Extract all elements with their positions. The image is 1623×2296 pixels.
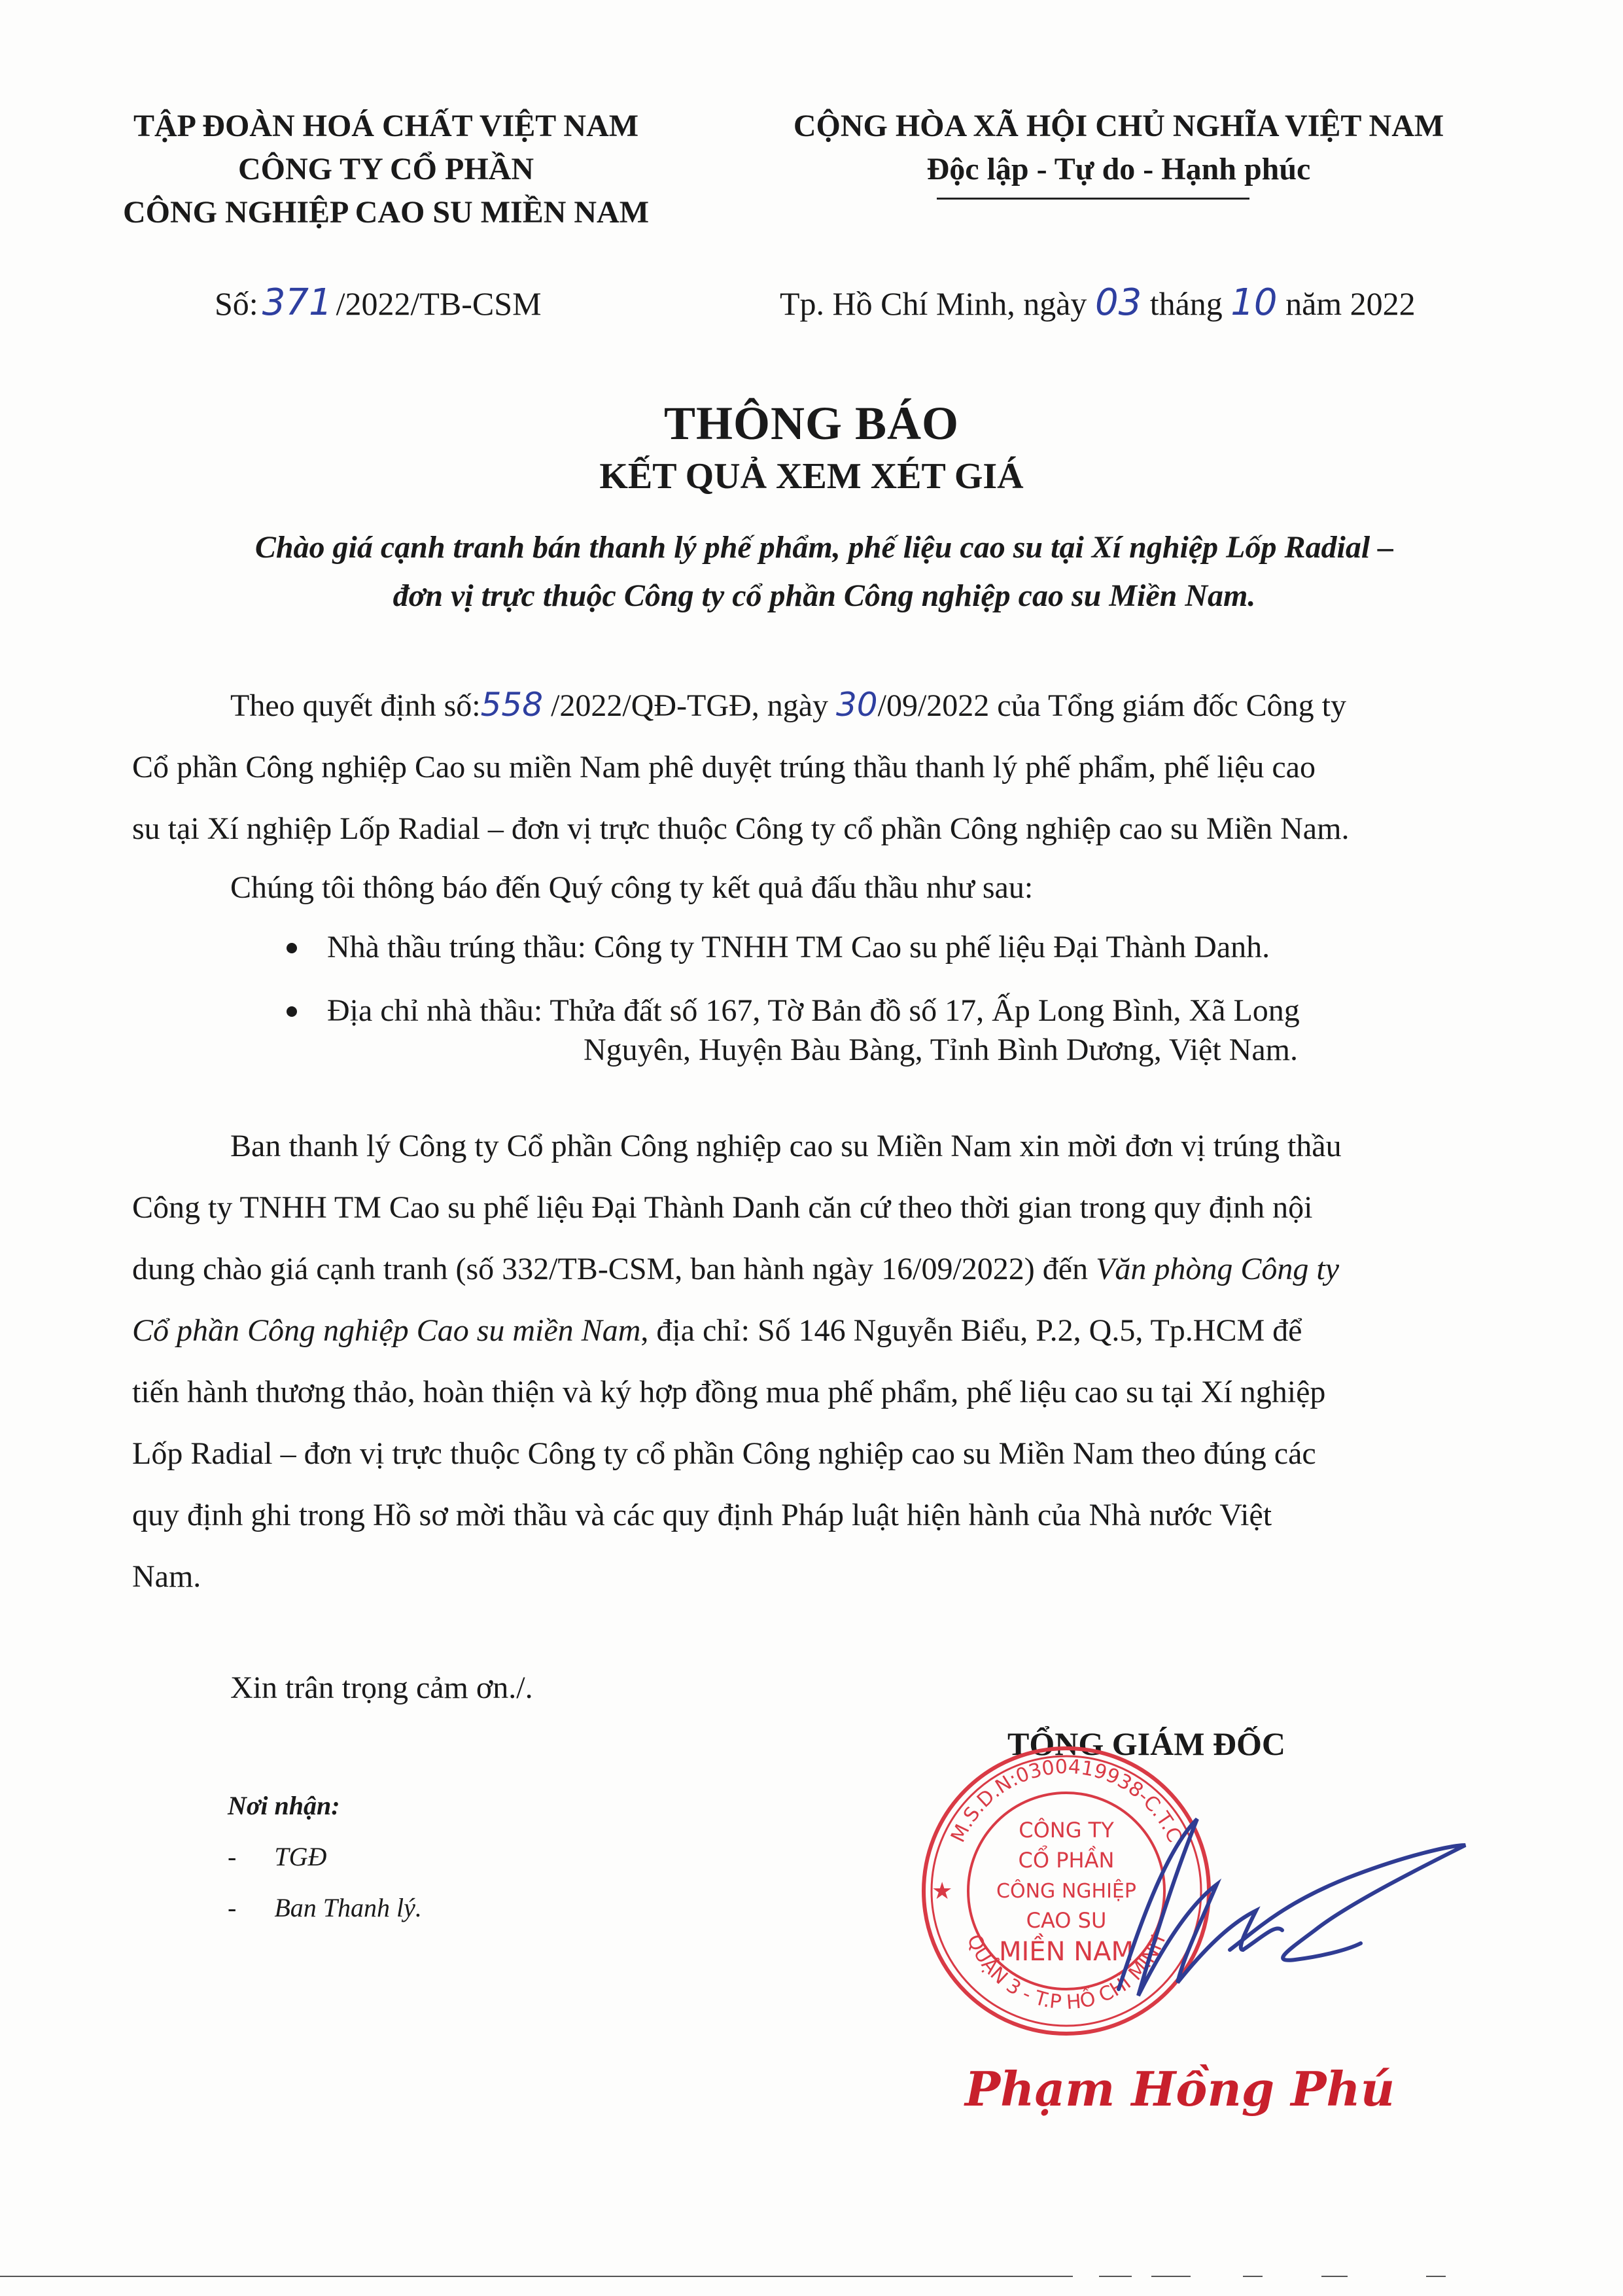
- invitation-office-name: Văn phòng Công ty: [1096, 1252, 1340, 1286]
- signature-flourish: [1230, 1845, 1465, 1960]
- footer-rule: [1321, 2276, 1348, 2277]
- stamp-center-line: CỔ PHẦN: [1018, 1848, 1115, 1873]
- org-parent-name: TẬP ĐOÀN HOÁ CHẤT VIỆT NAM: [133, 109, 639, 143]
- recipient-item: [228, 1837, 422, 1877]
- subject-line-1: Chào giá cạnh tranh bán thanh lý phế phẩm, phế liệu cao su tại Xí nghiệp Lốp Radial –: [254, 530, 1394, 565]
- subject-line-2: đơn vị trực thuộc Công ty cổ phần Công nghiệp cao su Miền Nam.: [393, 578, 1256, 613]
- invitation-company-name: Cổ phần Công nghiệp Cao su miền Nam: [132, 1313, 641, 1348]
- paragraph-invitation: [132, 1116, 1499, 1608]
- org-company-name: CÔNG NGHIỆP CAO SU MIỀN NAM: [122, 195, 650, 230]
- recipients-label: Nơi nhận:: [228, 1791, 340, 1820]
- bullet-address-cont: Nguyên, Huyện Bàu Bàng, Tỉnh Bình Dương, Việt Nam.: [584, 1033, 1298, 1067]
- document-title: THÔNG BÁO: [663, 397, 960, 450]
- bullet-icon: [287, 1006, 297, 1017]
- paragraph-decision: [132, 674, 1499, 860]
- date-month-handwritten: 10: [1230, 281, 1278, 324]
- invitation-address: , địa chỉ: Số 146 Nguyễn Biểu, P.2, Q.5, Tp.HCM để: [640, 1313, 1302, 1348]
- recipients: [228, 1786, 422, 1928]
- invitation-line-4: [132, 1300, 1499, 1362]
- footer-rule: [1426, 2276, 1446, 2277]
- decision-line-3: su tại Xí nghiệp Lốp Radial – đơn vị trực thuộc Công ty cổ phần Công nghiệp cao su Miền Nam.: [132, 811, 1350, 846]
- ref-suffix: /2022/TB-CSM: [336, 285, 542, 322]
- subject: [157, 523, 1492, 620]
- date-day-handwritten: 03: [1094, 281, 1142, 324]
- ref-prefix: Số:: [215, 285, 258, 322]
- footer-rule: [1151, 2276, 1191, 2277]
- stamp-center-line: CÔNG TY: [1019, 1818, 1114, 1843]
- footer-rule: [1243, 2276, 1263, 2277]
- footer-rule: [0, 2276, 1073, 2277]
- date-prefix: Tp. Hồ Chí Minh, ngày: [780, 285, 1087, 322]
- invitation-line-1: Ban thanh lý Công ty Cổ phần Công nghiệp cao su Miền Nam xin mời đơn vị trúng thầu: [230, 1129, 1342, 1163]
- recipient-dash: -: [228, 1842, 237, 1871]
- date-year-label: năm 2022: [1285, 285, 1416, 322]
- national-header-right: [739, 105, 1498, 191]
- stamp-center-line: MIỀN NAM: [998, 1937, 1134, 1967]
- stamp-center-line: CAO SU: [1026, 1908, 1107, 1933]
- ref-number: [215, 283, 542, 324]
- invitation-line-7: quy định ghi trong Hồ sơ mời thầu và các quy định Pháp luật hiện hành của Nhà nước Việt: [132, 1498, 1272, 1532]
- document-subtitle: KẾT QUẢ XEM XÉT GIÁ: [599, 456, 1024, 497]
- decision-mid: /2022/QĐ-TGĐ, ngày: [551, 688, 828, 723]
- org-header-left: [98, 105, 674, 234]
- invitation-line-5: tiến hành thương thảo, hoàn thiện và ký hợp đồng mua phế phẩm, phế liệu cao su tại Xí nghiệp: [132, 1375, 1326, 1409]
- issue-date: [780, 283, 1416, 324]
- ref-number-handwritten: 371: [262, 281, 332, 324]
- bullet-address: Địa chỉ nhà thầu: Thửa đất số 167, Tờ Bản đồ số 17, Ấp Long Bình, Xã Long: [327, 993, 1300, 1028]
- org-company-type: CÔNG TY CỔ PHẦN: [237, 152, 534, 186]
- invitation-line-6: Lốp Radial – đơn vị trực thuộc Công ty cổ phần Công nghiệp cao su Miền Nam theo đúng các: [132, 1436, 1316, 1471]
- signature-title: TỔNG GIÁM ĐỐC: [1007, 1725, 1285, 1762]
- decision-number-handwritten: 558: [480, 686, 544, 724]
- recipient-item: [228, 1888, 422, 1928]
- stamp-ring-bottom-text: QUẬN 3 - T.P HỒ CHÍ MINH: [962, 1931, 1171, 2015]
- stamp-ring-top-text: M.S.D.N:0300419938-C.T.C: [946, 1755, 1187, 1846]
- footer-rule: [1099, 2276, 1132, 2277]
- bullet-winner: Nhà thầu trúng thầu: Công ty TNHH TM Cao su phế liệu Đại Thành Danh.: [327, 930, 1270, 964]
- invitation-line-2: Công ty TNHH TM Cao su phế liệu Đại Thành Danh căn cứ theo thời gian trong quy định nội: [132, 1190, 1313, 1225]
- invitation-line-3: [132, 1239, 1499, 1300]
- signatory-name: Phạm Hồng Phú: [965, 2061, 1395, 2117]
- decision-line-1: [132, 674, 1499, 737]
- recipient-name: Ban Thanh lý.: [274, 1893, 422, 1922]
- national-title: CỘNG HÒA XÃ HỘI CHỦ NGHĨA VIỆT NAM: [793, 109, 1444, 143]
- invitation-line-8: Nam.: [132, 1559, 201, 1594]
- bullet-icon: [287, 943, 297, 953]
- closing-remark: Xin trân trọng cảm ơn./.: [230, 1670, 533, 1705]
- decision-day-handwritten: 30: [836, 686, 878, 724]
- motto-underline: [937, 198, 1249, 200]
- decision-post: /09/2022 của Tổng giám đốc Công ty: [877, 688, 1346, 723]
- decision-line-2: Cổ phần Công nghiệp Cao su miền Nam phê duyệt trúng thầu thanh lý phế phẩm, phế liệu cao: [132, 750, 1316, 785]
- company-stamp: [890, 1734, 1478, 2048]
- stamp-center-line: CÔNG NGHIỆP: [996, 1880, 1136, 1903]
- date-month-label: tháng: [1149, 285, 1223, 322]
- decision-pre: Theo quyết định số:: [230, 688, 481, 723]
- paragraph-announce: Chúng tôi thông báo đến Quý công ty kết quả đấu thầu như sau:: [230, 870, 1034, 905]
- national-motto: Độc lập - Tự do - Hạnh phúc: [926, 152, 1311, 186]
- invitation-line-3-text: dung chào giá cạnh tranh (số 332/TB-CSM, ban hành ngày 16/09/2022) đến: [132, 1252, 1096, 1286]
- stamp-star-icon: ★: [932, 1878, 953, 1905]
- recipient-dash: -: [228, 1893, 237, 1922]
- recipient-name: TGĐ: [274, 1842, 327, 1871]
